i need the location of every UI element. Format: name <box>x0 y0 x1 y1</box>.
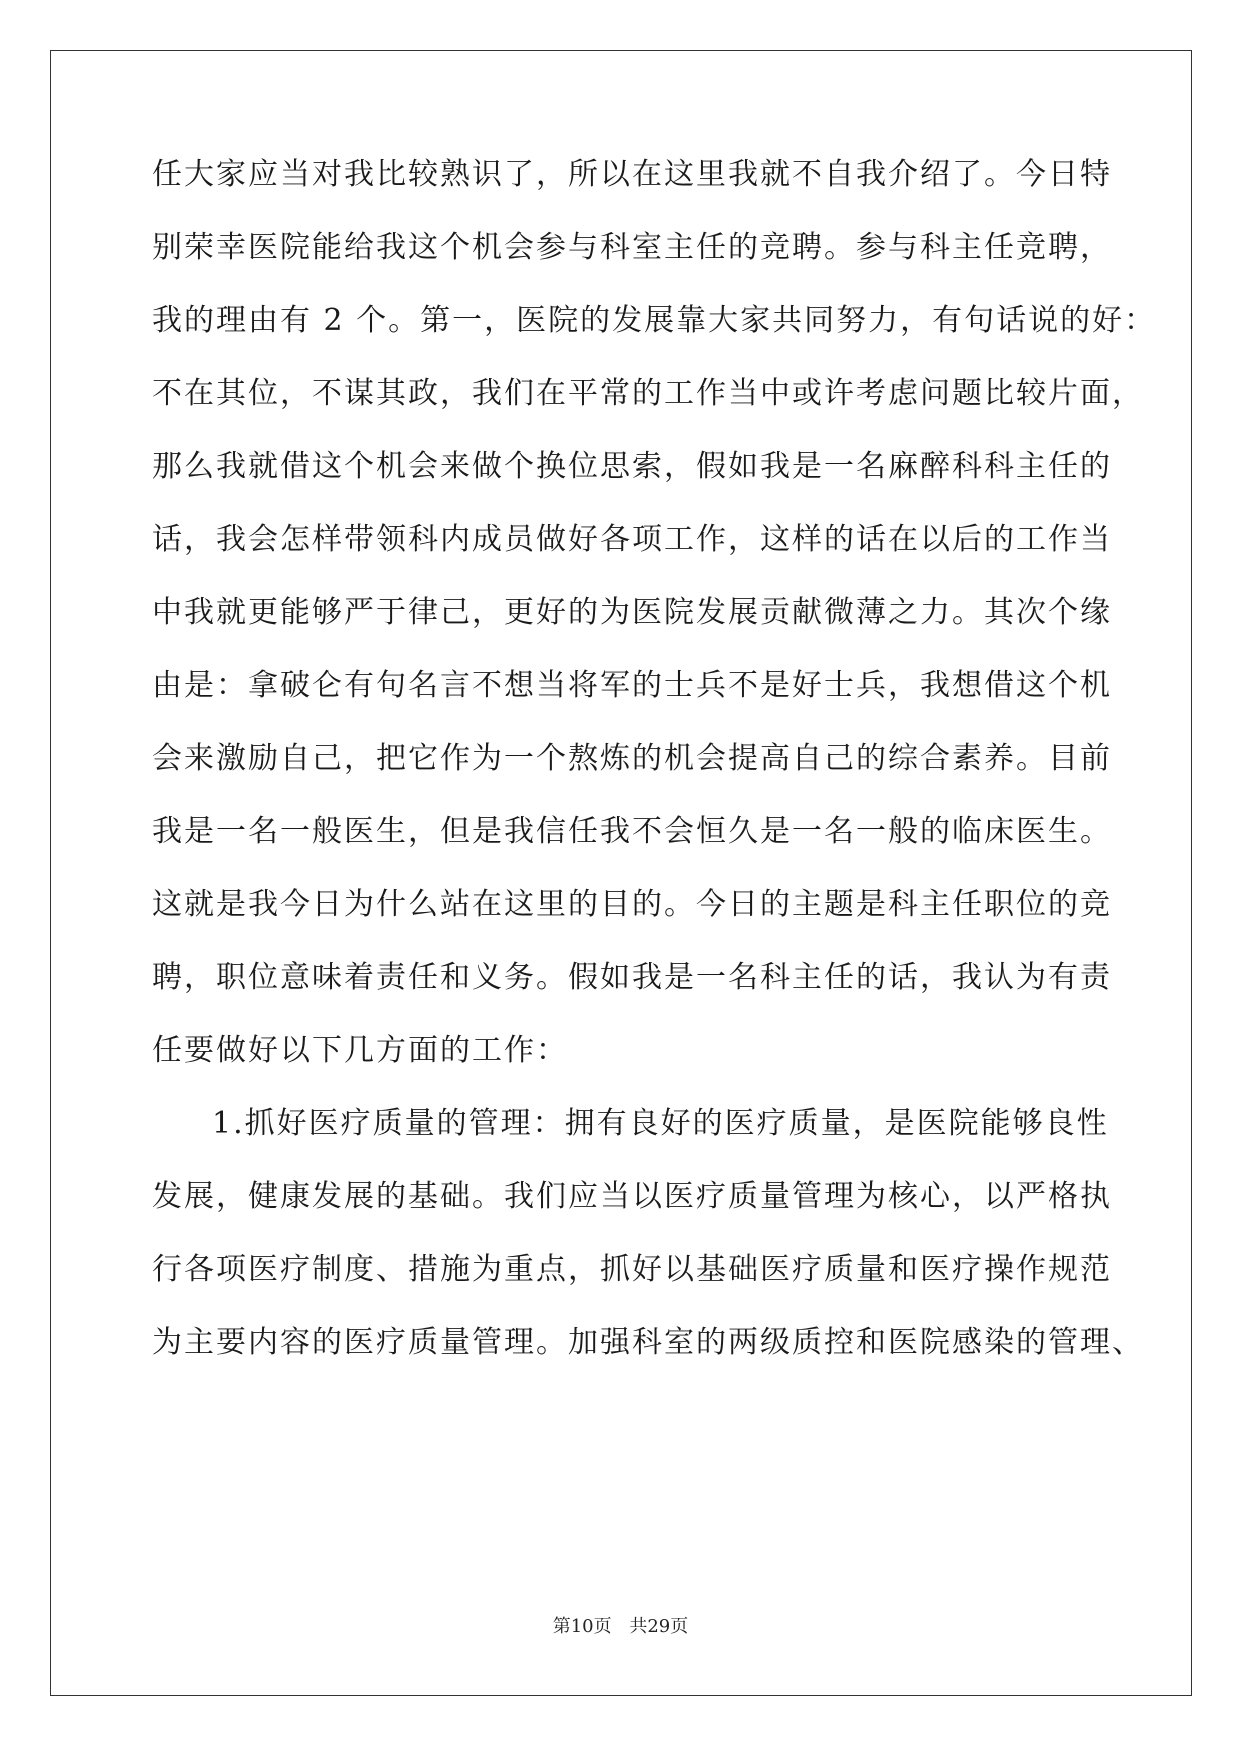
body-line-13: 任要做好以下几方面的工作： <box>152 1033 568 1068</box>
body-line-11: 这就是我今日为什么站在这里的目的。今日的主题是科主任职位的竞 <box>152 887 1112 922</box>
body-line-6: 话，我会怎样带领科内成员做好各项工作，这样的话在以后的工作当 <box>152 522 1112 557</box>
body-line-16: 行各项医疗制度、措施为重点，抓好以基础医疗质量和医疗操作规范 <box>152 1252 1112 1287</box>
body-line-12: 聘，职位意味着责任和义务。假如我是一名科主任的话，我认为有责 <box>152 960 1112 995</box>
body-line-2: 别荣幸医院能给我这个机会参与科室主任的竞聘。参与科主任竞聘， <box>152 230 1112 265</box>
body-line-10: 我是一名一般医生，但是我信任我不会恒久是一名一般的临床医生。 <box>152 814 1112 849</box>
body-line-9: 会来激励自己，把它作为一个熬炼的机会提高自己的综合素养。目前 <box>152 741 1112 776</box>
body-line-5: 那么我就借这个机会来做个换位思索，假如我是一名麻醉科科主任的 <box>152 449 1112 484</box>
page-footer: 第10页 共29页 <box>552 1616 689 1637</box>
body-line-4: 不在其位，不谋其政，我们在平常的工作当中或许考虑问题比较片面， <box>152 376 1144 411</box>
body-line-17: 为主要内容的医疗质量管理。加强科室的两级质控和医院感染的管理、 <box>152 1325 1144 1360</box>
body-line-8: 由是：拿破仑有句名言不想当将军的士兵不是好士兵，我想借这个机 <box>152 668 1112 703</box>
body-line-15: 发展，健康发展的基础。我们应当以医疗质量管理为核心，以严格执 <box>152 1179 1112 1214</box>
body-line-14: 1.抓好医疗质量的管理：拥有良好的医疗质量，是医院能够良性 <box>212 1106 1109 1141</box>
body-line-3: 我的理由有 2 个。第一，医院的发展靠大家共同努力，有句话说的好： <box>152 303 1157 338</box>
body-line-1: 任大家应当对我比较熟识了，所以在这里我就不自我介绍了。今日特 <box>152 157 1112 192</box>
body-line-7: 中我就更能够严于律己，更好的为医院发展贡献微薄之力。其次个缘 <box>152 595 1112 630</box>
page-border <box>50 50 1192 1696</box>
